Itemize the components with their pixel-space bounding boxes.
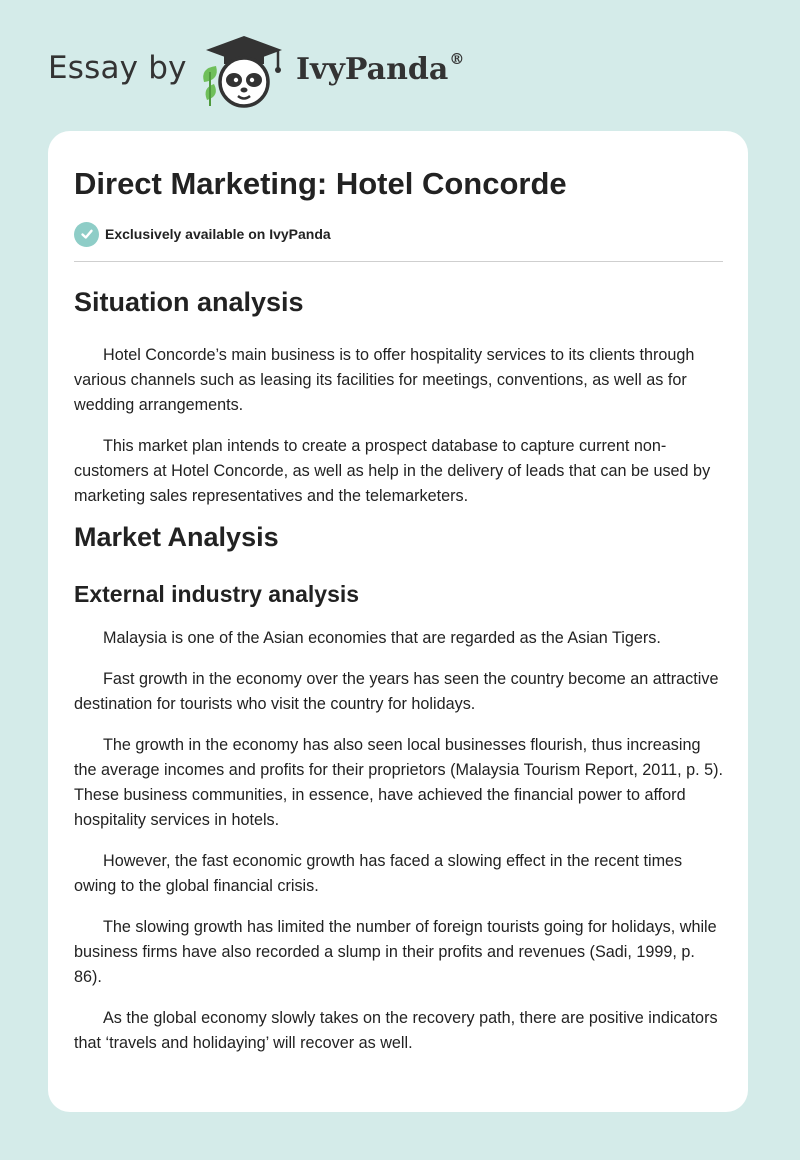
paragraph: Hotel Concorde’s main business is to offer hospitality services to its clients through various channels such as leasing its facilities for meetings, conventions, as well as for wedding arrangements. — [74, 346, 695, 414]
essay-body — [74, 286, 724, 1056]
ivypanda-logo[interactable] — [198, 32, 290, 110]
paragraph: As the global economy slowly takes on the recovery path, there are positive indicators that ‘travels and holidaying’ will recover as well. — [74, 1009, 718, 1052]
paragraph: The growth in the economy has also seen local businesses flourish, thus increasing the average incomes and profits for their proprietors (Malaysia Tourism Report, 2011, p. 5). These business communities, in essence, have achieved the financial power to afford hospitality services in hotels. — [74, 736, 723, 829]
registered-mark: ® — [449, 50, 465, 68]
paragraph: The slowing growth has limited the number of foreign tourists going for holidays, while business firms have also recorded a slump in their profits and revenues (Sadi, 1999, p. 86). — [74, 918, 717, 986]
site-header — [0, 0, 800, 120]
section-heading-situation: Situation analysis — [74, 287, 304, 317]
paragraph: However, the fast economic growth has faced a slowing effect in the recent times owing to the global financial crisis. — [74, 852, 683, 895]
essay-card — [48, 131, 748, 1112]
brand-name: IvyPanda — [296, 52, 449, 87]
paragraph: This market plan intends to create a prospect database to capture current non-customers at Hotel Concorde, as well as help in the delivery of leads that can be used by marketing sales representatives and the telemarketers. — [74, 437, 711, 505]
panda-graduation-cap-icon — [198, 32, 290, 110]
page-title: Direct Marketing: Hotel Concorde — [74, 166, 567, 201]
essay-by-label: Essay by — [48, 50, 187, 86]
exclusive-badge — [74, 221, 331, 247]
paragraph: Fast growth in the economy over the years has seen the country become an attractive destination for tourists who visit the country for holidays. — [74, 670, 719, 713]
title-divider — [74, 261, 723, 262]
paragraph: Malaysia is one of the Asian economies that are regarded as the Asian Tigers. — [103, 629, 661, 647]
section-heading-market: Market Analysis — [74, 522, 279, 552]
ivypanda-brand[interactable] — [296, 52, 464, 87]
exclusive-badge-label: Exclusively available on IvyPanda — [105, 226, 331, 242]
checkmark-icon — [74, 222, 99, 247]
subsection-heading-external: External industry analysis — [74, 581, 360, 607]
